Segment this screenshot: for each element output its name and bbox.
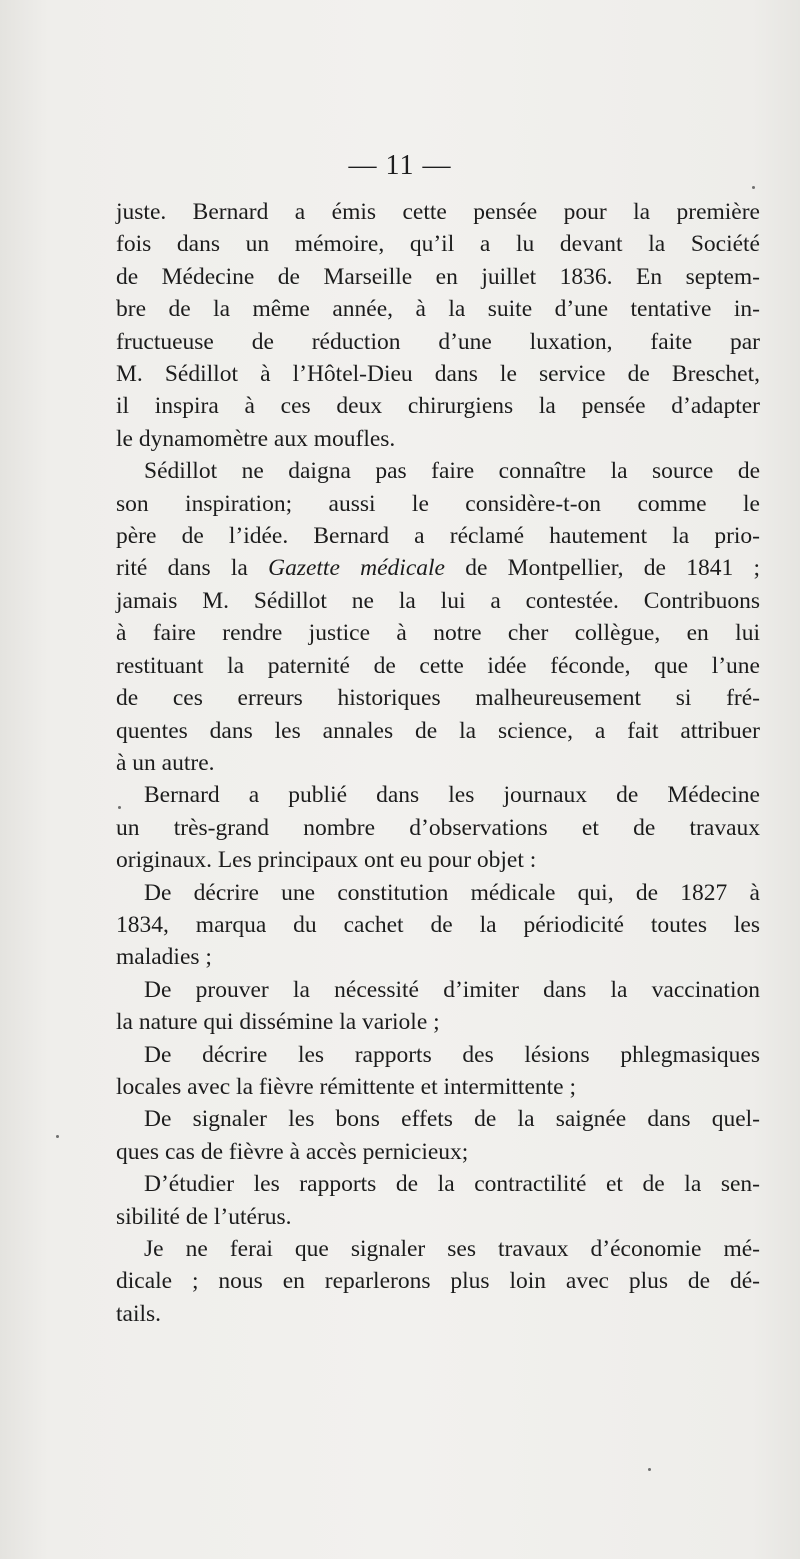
- paragraph: [116, 779, 760, 876]
- paragraph: [116, 1168, 760, 1233]
- print-speck: [56, 1135, 59, 1138]
- text-line: De décrire les rapports des lésions phlegmasiques: [144, 1041, 760, 1068]
- text-line: la nature qui dissémine la variole ;: [116, 1009, 440, 1036]
- paragraph: [116, 1039, 760, 1104]
- text-line: De prouver la nécessité d’imiter dans la vaccination: [144, 976, 760, 1003]
- text-fragment: rité dans la: [116, 555, 269, 582]
- text-line: fois dans un mémoire, qu’il a lu devant la Société: [116, 231, 760, 258]
- text-line: ques cas de fièvre à accès pernicieux;: [116, 1138, 469, 1165]
- text-line: [116, 552, 760, 584]
- print-speck: [118, 806, 121, 809]
- text-line: locales avec la fièvre rémittente et intermittente ;: [116, 1073, 576, 1100]
- text-line: tails.: [116, 1300, 162, 1327]
- text-line: De signaler les bons effets de la saignée dans quel-: [144, 1106, 760, 1133]
- text-line: bre de la même année, à la suite d’une tentative in-: [116, 296, 760, 323]
- paragraph: [116, 974, 760, 1039]
- text-line: juste. Bernard a émis cette pensée pour la première: [116, 199, 760, 225]
- text-line: jamais M. Sédillot ne la lui a contestée. Contribuons: [116, 587, 760, 614]
- text-line: il inspira à ces deux chirurgiens la pensée d’adapter: [116, 393, 760, 420]
- text-line: De décrire une constitution médicale qui, de 1827 à: [144, 879, 760, 906]
- text-line: maladies ;: [116, 944, 212, 971]
- text-line: 1834, marqua du cachet de la périodicité toutes les: [116, 911, 760, 938]
- text-line: Sédillot ne daigna pas faire connaître la source de: [144, 458, 760, 485]
- journal-title: Gazette médicale: [268, 555, 445, 582]
- text-line: à un autre.: [116, 749, 215, 776]
- paragraph: [116, 877, 760, 974]
- text-line: M. Sédillot à l’Hôtel-Dieu dans le service de Breschet,: [116, 361, 760, 388]
- print-speck: [752, 186, 755, 189]
- paragraph: [116, 455, 760, 779]
- paragraph: [116, 196, 760, 455]
- text-line: dicale ; nous en reparlerons plus loin avec plus de dé-: [116, 1268, 760, 1295]
- text-line: sibilité de l’utérus.: [116, 1203, 292, 1230]
- text-line: originaux. Les principaux ont eu pour objet :: [116, 847, 537, 874]
- text-line: fructueuse de réduction d’une luxation, faite par: [116, 328, 760, 355]
- text-line: de Médecine de Marseille en juillet 1836. En septem-: [116, 263, 760, 290]
- text-line: quentes dans les annales de la science, a fait attribuer: [116, 717, 760, 744]
- paragraph: [116, 1103, 760, 1168]
- page-number: — 11 —: [348, 150, 452, 181]
- text-line: un très-grand nombre d’observations et de travaux: [116, 814, 760, 841]
- text-line: de ces erreurs historiques malheureusement si fré-: [116, 685, 760, 712]
- text-line: Bernard a publié dans les journaux de Médecine: [144, 782, 760, 809]
- text-line: le dynamomètre aux moufles.: [116, 425, 396, 452]
- print-speck: [648, 1468, 651, 1471]
- text-line: père de l’idée. Bernard a réclamé hautement la prio-: [116, 523, 760, 550]
- text-line: Je ne ferai que signaler ses travaux d’économie mé-: [144, 1236, 760, 1262]
- body-text: [116, 196, 760, 1330]
- paragraph: [116, 1233, 760, 1330]
- text-line: à faire rendre justice à notre cher collègue, en lui: [116, 620, 760, 647]
- text-line: D’étudier les rapports de la contractilité et de la sen-: [144, 1171, 760, 1198]
- text-line: son inspiration; aussi le considère-t-on comme le: [116, 490, 760, 517]
- text-fragment: de Montpellier, de 1841 ;: [444, 555, 760, 582]
- text-line: restituant la paternité de cette idée féconde, que l’une: [116, 652, 760, 679]
